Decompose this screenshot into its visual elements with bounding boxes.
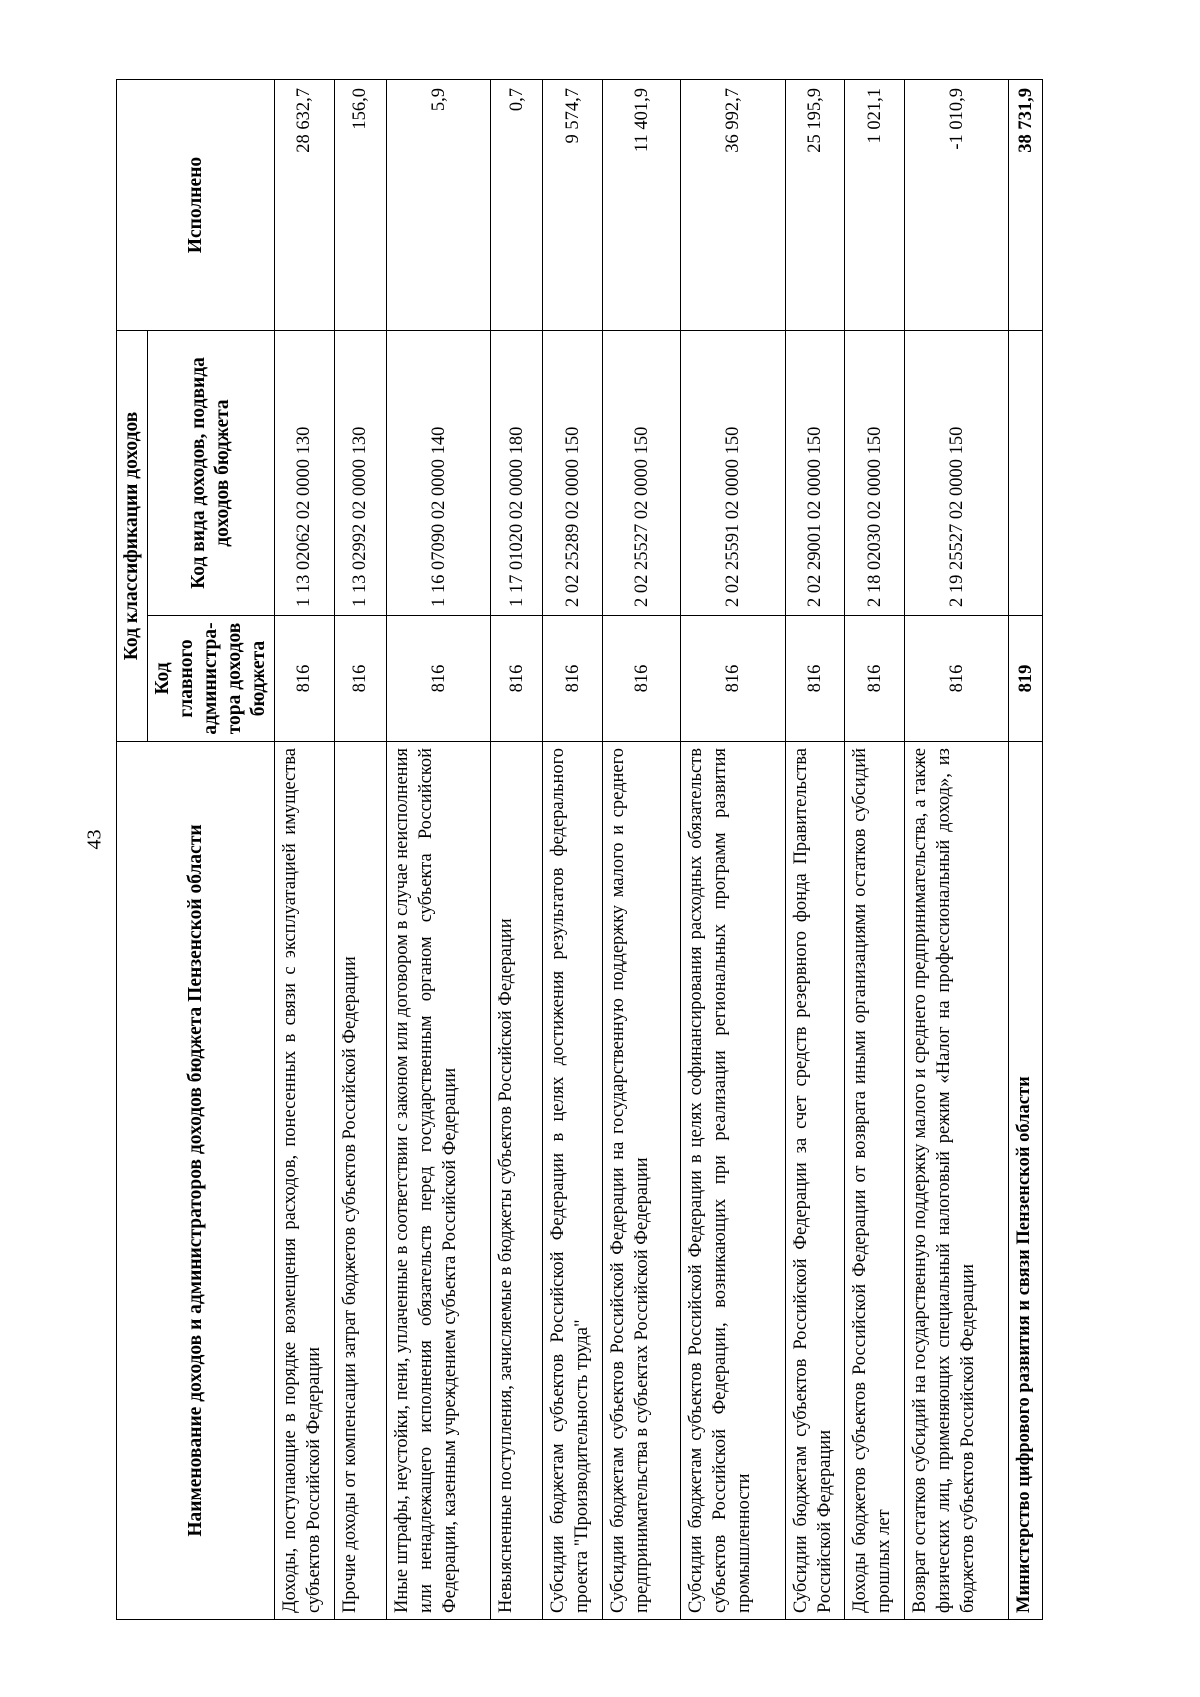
row-admin-code: 816 — [386, 616, 490, 742]
row-admin-code: 816 — [275, 616, 335, 742]
row-admin-code: 816 — [845, 616, 905, 742]
table-row — [491, 80, 543, 1620]
header-admin-code: Код главного администра-тора доходов бюджета — [148, 616, 275, 742]
header-classification-group: Код классификации доходов — [117, 331, 148, 742]
row-income-code: 1 13 02062 02 0000 130 — [275, 331, 335, 616]
row-executed: -1 010,9 — [904, 80, 1008, 331]
row-executed: 9 574,7 — [543, 80, 603, 331]
row-income-code: 2 18 02030 02 0000 150 — [845, 331, 905, 616]
row-executed: 25 195,9 — [785, 80, 845, 331]
row-name: Прочие доходы от компенсации затрат бюджетов субъектов Российской Федерации — [334, 742, 386, 1620]
table-row — [275, 80, 335, 1620]
row-income-code: 2 19 25527 02 0000 150 — [904, 331, 1008, 616]
table-row — [845, 80, 905, 1620]
table-row — [334, 80, 386, 1620]
row-name: Возврат остатков субсидий на государственную поддержку малого и среднего предпринимательства, а также физических лиц, применяющих специальный налоговый режим «Налог на профессиональный доход», из бюджетов субъектов Российской Федерации — [904, 742, 1008, 1620]
table-row — [785, 80, 845, 1620]
total-income-code — [1009, 331, 1043, 616]
row-admin-code: 816 — [334, 616, 386, 742]
header-executed: Исполнено — [117, 80, 275, 331]
row-executed: 156,0 — [334, 80, 386, 331]
row-name: Субсидии бюджетам субъектов Российской Федерации на государственную поддержку малого и среднего предпринимательства в субъектах Российской Федерации — [603, 742, 681, 1620]
total-name: Министерство цифрового развития и связи Пензенской области — [1009, 742, 1043, 1620]
row-admin-code: 816 — [603, 616, 681, 742]
row-name: Иные штрафы, неустойки, пени, уплаченные в соответствии с законом или договором в случае неисполнения или ненадлежащего исполнения обязательств перед государственным органом субъекта Российской Федерации, казенным учреждением субъекта Российской Федерации — [386, 742, 490, 1620]
rotated-table-inner — [116, 80, 1043, 1620]
row-name: Субсидии бюджетам субъектов Российской Федерации в целях достижения результатов федерального проекта "Производительность труда" — [543, 742, 603, 1620]
row-executed: 0,7 — [491, 80, 543, 331]
row-name: Невыясненные поступления, зачисляемые в бюджеты субъектов Российской Федерации — [491, 742, 543, 1620]
total-row — [1009, 80, 1043, 1620]
row-income-code: 2 02 29001 02 0000 150 — [785, 331, 845, 616]
row-executed: 36 992,7 — [681, 80, 785, 331]
rotated-table-wrapper — [116, 80, 1043, 1620]
page-number: 43 — [83, 829, 106, 850]
row-name: Доходы бюджетов субъектов Российской Федерации от возврата иными организациями остатков субсидий прошлых лет — [845, 742, 905, 1620]
table-row — [386, 80, 490, 1620]
row-income-code: 1 17 01020 02 0000 180 — [491, 331, 543, 616]
header-name: Наименование доходов и администраторов доходов бюджета Пензенской области — [117, 742, 275, 1620]
row-income-code: 2 02 25527 02 0000 150 — [603, 331, 681, 616]
row-name: Субсидии бюджетам субъектов Российской Федерации за счет средств резервного фонда Правительства Российской Федерации — [785, 742, 845, 1620]
row-admin-code: 816 — [904, 616, 1008, 742]
row-admin-code: 816 — [681, 616, 785, 742]
row-income-code: 2 02 25289 02 0000 150 — [543, 331, 603, 616]
row-admin-code: 816 — [543, 616, 603, 742]
total-executed: 38 731,9 — [1009, 80, 1043, 331]
table-row — [603, 80, 681, 1620]
total-admin-code: 819 — [1009, 616, 1043, 742]
row-executed: 1 021,1 — [845, 80, 905, 331]
row-income-code: 1 16 07090 02 0000 140 — [386, 331, 490, 616]
table-row — [681, 80, 785, 1620]
row-executed: 5,9 — [386, 80, 490, 331]
table-row — [904, 80, 1008, 1620]
income-table — [116, 79, 1043, 1620]
row-name: Доходы, поступающие в порядке возмещения расходов, понесенных в связи с эксплуатацией имущества субъектов Российской Федерации — [275, 742, 335, 1620]
row-income-code: 1 13 02992 02 0000 130 — [334, 331, 386, 616]
row-executed: 11 401,9 — [603, 80, 681, 331]
row-admin-code: 816 — [785, 616, 845, 742]
table-row — [543, 80, 603, 1620]
row-name: Субсидии бюджетам субъектов Российской Федерации в целях софинансирования расходных обязательств субъектов Российской Федерации, возникающих при реализации региональных программ развития промышленности — [681, 742, 785, 1620]
row-income-code: 2 02 25591 02 0000 150 — [681, 331, 785, 616]
row-admin-code: 816 — [491, 616, 543, 742]
row-executed: 28 632,7 — [275, 80, 335, 331]
header-income-type-code: Код вида доходов, подвида доходов бюджета — [148, 331, 275, 616]
